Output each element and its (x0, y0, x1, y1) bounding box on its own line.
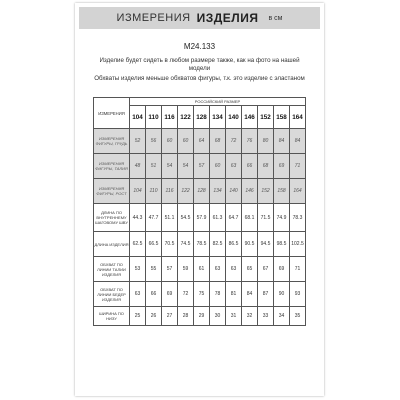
size-table (93, 97, 306, 326)
value-cell: 60 (162, 129, 178, 154)
value-cell: 72 (178, 282, 194, 307)
value-cell: 140 (226, 179, 242, 204)
value-cell: 68.1 (242, 204, 258, 232)
value-cell: 57 (194, 154, 210, 179)
table-row (94, 282, 306, 307)
value-cell: 26 (146, 307, 162, 326)
value-cell: 75 (194, 282, 210, 307)
table-row (94, 129, 306, 154)
value-cell: 116 (162, 179, 178, 204)
elastane-note: Обхваты изделия меньше обхватов фигуры, т.к. это изделие с эластаном (94, 75, 305, 82)
table-range-row (94, 98, 306, 106)
row-label: ОБХВАТ ПО ЛИНИИ ТАЛИИ ИЗДЕЛИЯ (94, 257, 130, 282)
value-cell: 60 (210, 154, 226, 179)
header-measurements: ИЗМЕРЕНИЯ (116, 12, 191, 24)
value-cell: 66 (242, 154, 258, 179)
row-label: ШИРИНА ПО НИЗУ (94, 307, 130, 326)
value-cell: 47.7 (146, 204, 162, 232)
value-cell: 62.5 (130, 232, 146, 257)
model-code: M24.133 (183, 42, 216, 51)
value-cell: 54.5 (178, 204, 194, 232)
row-label: ДЛИНА ПО ВНУТРЕННЕМУ ШАГОВОМУ ШВУ (94, 204, 130, 232)
value-cell: 74.9 (274, 204, 290, 232)
value-cell: 87 (258, 282, 274, 307)
size-header-cell: 158 (274, 106, 290, 129)
value-cell: 64.7 (226, 204, 242, 232)
size-header-cell: 116 (162, 106, 178, 129)
row-header-label: ИЗМЕРЕНИЯ (94, 98, 130, 129)
value-cell: 82.5 (210, 232, 226, 257)
value-cell: 61.3 (210, 204, 226, 232)
header-unit: в см (268, 14, 283, 22)
table-row (94, 204, 306, 232)
value-cell: 122 (178, 179, 194, 204)
value-cell: 84 (242, 282, 258, 307)
value-cell: 76 (242, 129, 258, 154)
value-cell: 164 (290, 179, 306, 204)
row-label: ИЗМЕРЕНИЯ ФИГУРЫ, ГРУДЬ (94, 129, 130, 154)
value-cell: 102.5 (290, 232, 306, 257)
value-cell: 69 (274, 257, 290, 282)
size-header-cell: 110 (146, 106, 162, 129)
value-cell: 67 (258, 257, 274, 282)
value-cell: 74.5 (178, 232, 194, 257)
value-cell: 71 (290, 257, 306, 282)
russian-size-label: РОССИЙСКИЙ РАЗМЕР (130, 98, 306, 106)
value-cell: 68 (210, 129, 226, 154)
value-cell: 104 (130, 179, 146, 204)
value-cell: 34 (274, 307, 290, 326)
value-cell: 72 (226, 129, 242, 154)
size-header-cell: 104 (130, 106, 146, 129)
row-label: ИЗМЕРЕНИЯ ФИГУРЫ, РОСТ (94, 179, 130, 204)
table-row (94, 257, 306, 282)
value-cell: 57.9 (194, 204, 210, 232)
size-header-cell: 146 (242, 106, 258, 129)
value-cell: 158 (274, 179, 290, 204)
value-cell: 110 (146, 179, 162, 204)
value-cell: 44.3 (130, 204, 146, 232)
value-cell: 66 (146, 282, 162, 307)
size-header-cell: 134 (210, 106, 226, 129)
table-row (94, 232, 306, 257)
value-cell: 98.5 (274, 232, 290, 257)
size-chart-sheet (75, 3, 324, 396)
table-row (94, 154, 306, 179)
value-cell: 63 (130, 282, 146, 307)
size-header-cell: 164 (290, 106, 306, 129)
value-cell: 60 (178, 129, 194, 154)
value-cell: 84 (290, 129, 306, 154)
value-cell: 56 (146, 129, 162, 154)
value-cell: 64 (194, 129, 210, 154)
value-cell: 55 (146, 257, 162, 282)
value-cell: 27 (162, 307, 178, 326)
value-cell: 78 (210, 282, 226, 307)
value-cell: 128 (194, 179, 210, 204)
value-cell: 48 (130, 154, 146, 179)
size-header-cell: 152 (258, 106, 274, 129)
value-cell: 33 (258, 307, 274, 326)
value-cell: 90 (274, 282, 290, 307)
value-cell: 30 (210, 307, 226, 326)
header-item: ИЗДЕЛИЯ (196, 11, 259, 25)
value-cell: 54 (178, 154, 194, 179)
value-cell: 29 (194, 307, 210, 326)
value-cell: 51 (146, 154, 162, 179)
value-cell: 146 (242, 179, 258, 204)
value-cell: 69 (274, 154, 290, 179)
row-label: ДЛИНА ИЗДЕЛИЯ (94, 232, 130, 257)
table-row (94, 307, 306, 326)
value-cell: 28 (178, 307, 194, 326)
value-cell: 84 (274, 129, 290, 154)
value-cell: 93 (290, 282, 306, 307)
fit-note: Изделие будет сидеть в любом размере также, как на фото на нашей модели (99, 57, 300, 72)
value-cell: 78.3 (290, 204, 306, 232)
value-cell: 71.5 (258, 204, 274, 232)
value-cell: 25 (130, 307, 146, 326)
size-header-cell: 140 (226, 106, 242, 129)
value-cell: 57 (162, 257, 178, 282)
value-cell: 94.5 (258, 232, 274, 257)
value-cell: 134 (210, 179, 226, 204)
value-cell: 66.5 (146, 232, 162, 257)
value-cell: 31 (226, 307, 242, 326)
row-label: ОБХВАТ ПО ЛИНИИ БЕДЕР ИЗДЕЛИЯ (94, 282, 130, 307)
value-cell: 81 (226, 282, 242, 307)
size-header-cell: 128 (194, 106, 210, 129)
value-cell: 63 (226, 154, 242, 179)
value-cell: 80 (258, 129, 274, 154)
value-cell: 70.5 (162, 232, 178, 257)
value-cell: 69 (162, 282, 178, 307)
table-row (94, 179, 306, 204)
value-cell: 90.5 (242, 232, 258, 257)
value-cell: 53 (130, 257, 146, 282)
value-cell: 71 (290, 154, 306, 179)
value-cell: 65 (242, 257, 258, 282)
value-cell: 78.5 (194, 232, 210, 257)
value-cell: 63 (226, 257, 242, 282)
value-cell: 59 (178, 257, 194, 282)
value-cell: 32 (242, 307, 258, 326)
size-header-cell: 122 (178, 106, 194, 129)
value-cell: 152 (258, 179, 274, 204)
value-cell: 61 (194, 257, 210, 282)
value-cell: 52 (130, 129, 146, 154)
header-bar (79, 7, 320, 29)
value-cell: 54 (162, 154, 178, 179)
value-cell: 86.5 (226, 232, 242, 257)
value-cell: 51.1 (162, 204, 178, 232)
value-cell: 68 (258, 154, 274, 179)
value-cell: 35 (290, 307, 306, 326)
row-label: ИЗМЕРЕНИЯ ФИГУРЫ, ТАЛИЯ (94, 154, 130, 179)
value-cell: 63 (210, 257, 226, 282)
